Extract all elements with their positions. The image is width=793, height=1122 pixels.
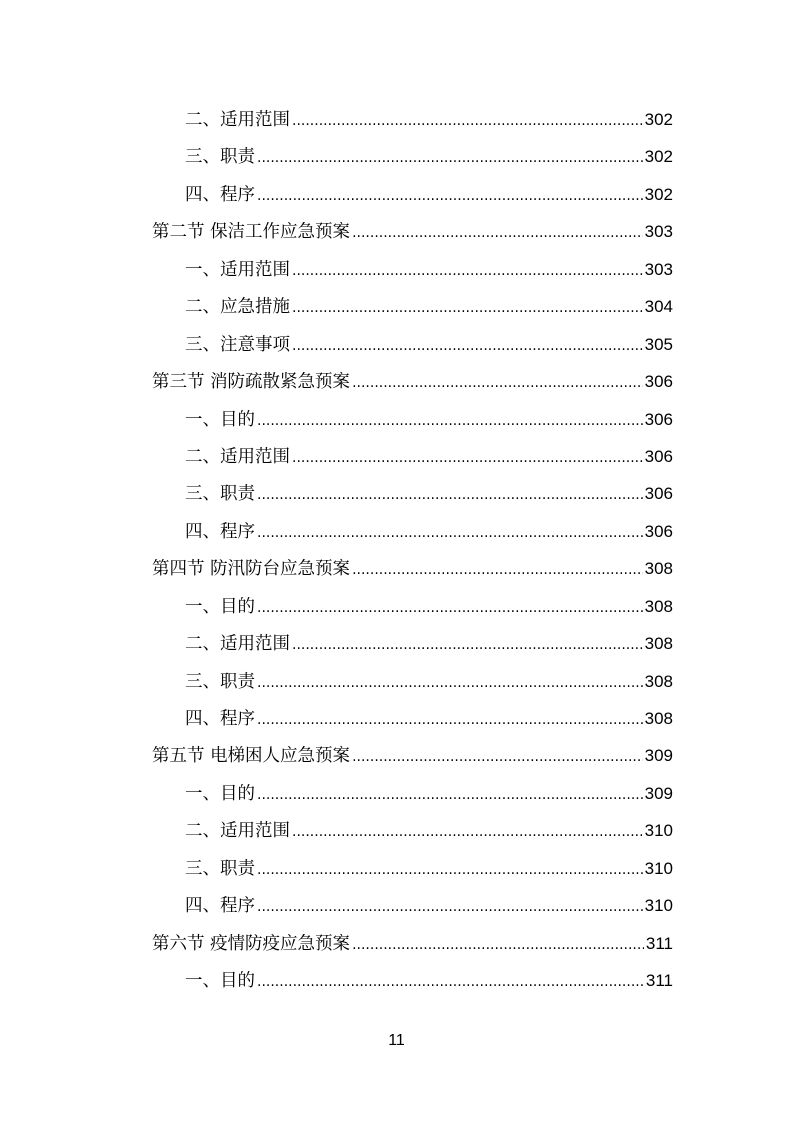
toc-dot-leader — [292, 102, 643, 140]
toc-subsection-entry[interactable] — [152, 288, 673, 325]
toc-dot-leader — [292, 252, 643, 290]
toc-subsection-entry[interactable] — [152, 513, 673, 550]
toc-entry-page: 310 — [644, 858, 673, 878]
toc-dot-leader — [352, 364, 643, 402]
toc-subsection-entry[interactable] — [152, 101, 673, 138]
toc-dot-leader — [352, 926, 644, 964]
toc-subsection-entry[interactable] — [152, 401, 673, 438]
toc-subsection-entry[interactable] — [152, 326, 673, 363]
toc-dot-leader — [292, 327, 643, 365]
toc-dot-leader — [352, 551, 643, 589]
toc-entry-label: 三、职责 — [185, 484, 255, 505]
toc-entry-label: 四、程序 — [185, 896, 255, 917]
toc-dot-leader — [257, 664, 643, 702]
toc-entry-page: 305 — [644, 334, 673, 354]
toc-subsection-entry[interactable] — [152, 850, 673, 887]
toc-subsection-entry[interactable] — [152, 438, 673, 475]
toc-entry-page: 303 — [644, 259, 673, 279]
toc-entry-label: 一、目的 — [185, 783, 255, 804]
toc-entry-page: 304 — [644, 297, 673, 317]
toc-dot-leader — [292, 626, 643, 664]
toc-entry-page: 310 — [644, 896, 673, 916]
toc-entry-label: 四、程序 — [185, 184, 255, 205]
toc-entry-page: 310 — [644, 821, 673, 841]
toc-entry-label: 三、职责 — [185, 671, 255, 692]
toc-subsection-entry[interactable] — [152, 775, 673, 812]
toc-subsection-entry[interactable] — [152, 962, 673, 999]
toc-entry-label: 二、应急措施 — [185, 297, 290, 318]
toc-entry-page: 308 — [644, 709, 673, 728]
toc-section-entry[interactable] — [152, 737, 673, 774]
toc-subsection-entry[interactable] — [152, 588, 673, 625]
toc-subsection-entry[interactable] — [152, 251, 673, 288]
toc-entry-page: 302 — [644, 184, 673, 204]
toc-entry-label: 二、适用范围 — [185, 634, 290, 655]
toc-subsection-entry[interactable] — [152, 625, 673, 662]
toc-dot-leader — [257, 514, 643, 552]
toc-dot-leader — [257, 402, 643, 440]
toc-dot-leader — [352, 738, 643, 776]
toc-entry-label: 二、适用范围 — [185, 446, 290, 467]
toc-section-entry[interactable] — [152, 363, 673, 400]
toc-dot-leader — [292, 439, 643, 477]
toc-entry-page: 308 — [644, 596, 673, 616]
toc-entry-label: 一、目的 — [185, 409, 255, 430]
toc-entry-label: 第四节 防汛防台应急预案 — [152, 559, 351, 580]
toc-entry-label: 三、职责 — [185, 858, 255, 879]
toc-entry-page: 306 — [644, 409, 673, 429]
toc-subsection-entry[interactable] — [152, 176, 673, 213]
toc-subsection-entry[interactable] — [152, 887, 673, 924]
toc-entry-label: 一、适用范围 — [185, 259, 290, 280]
toc-entry-page: 311 — [645, 933, 673, 953]
table-of-contents — [152, 101, 673, 1000]
toc-dot-leader — [257, 589, 643, 627]
toc-entry-page: 308 — [644, 671, 673, 691]
toc-dot-leader — [257, 476, 643, 514]
toc-dot-leader — [257, 963, 644, 1001]
toc-dot-leader — [292, 813, 643, 851]
toc-dot-leader — [257, 851, 643, 889]
toc-dot-leader — [257, 139, 643, 177]
toc-subsection-entry[interactable] — [152, 812, 673, 849]
toc-dot-leader — [257, 888, 643, 926]
toc-dot-leader — [352, 214, 643, 252]
toc-subsection-entry[interactable] — [152, 663, 673, 700]
toc-section-entry[interactable] — [152, 213, 673, 250]
toc-entry-page: 309 — [644, 783, 673, 803]
toc-entry-label: 三、注意事项 — [185, 334, 290, 355]
toc-dot-leader — [257, 177, 643, 215]
toc-entry-page: 306 — [644, 521, 673, 541]
toc-entry-label: 第五节 电梯困人应急预案 — [152, 746, 351, 767]
toc-dot-leader — [257, 776, 643, 814]
toc-subsection-entry[interactable] — [152, 475, 673, 512]
toc-entry-page: 311 — [645, 971, 673, 991]
toc-entry-page: 308 — [644, 634, 673, 654]
toc-entry-label: 二、适用范围 — [185, 110, 290, 130]
toc-dot-leader — [292, 289, 643, 327]
toc-entry-label: 一、目的 — [185, 596, 255, 617]
toc-section-entry[interactable] — [152, 550, 673, 587]
toc-entry-page: 302 — [644, 147, 673, 167]
toc-section-entry[interactable] — [152, 925, 673, 962]
toc-entry-page: 302 — [644, 110, 673, 129]
toc-entry-label: 第二节 保洁工作应急预案 — [152, 222, 351, 243]
toc-entry-page: 308 — [644, 559, 673, 579]
toc-entry-page: 306 — [644, 484, 673, 504]
toc-subsection-entry[interactable] — [152, 700, 673, 737]
toc-entry-label: 第三节 消防疏散紧急预案 — [152, 372, 351, 393]
toc-entry-page: 306 — [644, 372, 673, 392]
toc-entry-page: 303 — [644, 222, 673, 242]
toc-subsection-entry[interactable] — [152, 138, 673, 175]
toc-entry-page: 306 — [644, 446, 673, 466]
toc-entry-label: 第六节 疫情防疫应急预案 — [152, 933, 351, 954]
toc-entry-label: 二、适用范围 — [185, 821, 290, 842]
page-number: 11 — [388, 1032, 405, 1049]
toc-entry-label: 一、目的 — [185, 971, 255, 992]
toc-entry-label: 四、程序 — [185, 521, 255, 542]
toc-dot-leader — [257, 701, 643, 739]
toc-entry-page: 309 — [644, 746, 673, 766]
toc-entry-label: 四、程序 — [185, 709, 255, 729]
toc-entry-label: 三、职责 — [185, 147, 255, 168]
